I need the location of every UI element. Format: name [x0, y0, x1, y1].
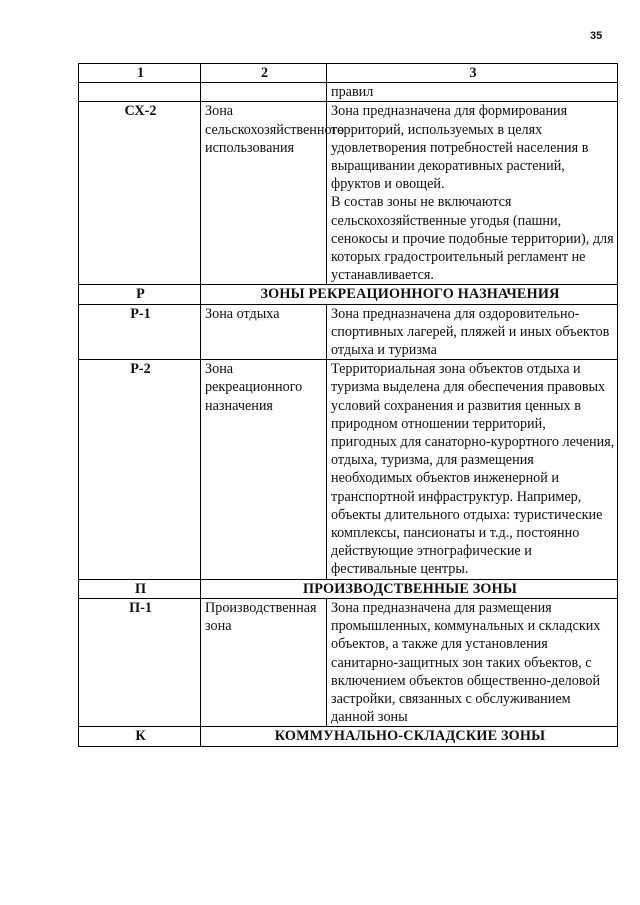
description-paragraph: Зона предназначена для оздоровительно-спортивных лагерей, пляжей и иных объектов отдыха и туризма [331, 305, 610, 359]
zone-name: Зона рекреационного назначения [201, 360, 327, 579]
section-row [79, 579, 618, 598]
table-row [79, 102, 618, 285]
table-header-row [79, 64, 618, 83]
description-paragraph: Зона предназначена для размещения промышленных, коммунальных и складских объектов, а также для установления санитарно-защитных зон таких объектов, с включением объектов общественно-деловой застройки, связанных с обслуживанием данной зоны [331, 599, 601, 726]
table-row [79, 83, 618, 102]
zone-description [327, 598, 618, 726]
section-title: ЗОНЫ РЕКРЕАЦИОННОГО НАЗНАЧЕНИЯ [201, 285, 618, 304]
section-title: ПРОИЗВОДСТВЕННЫЕ ЗОНЫ [201, 579, 618, 598]
header-cell-3: 3 [327, 64, 618, 83]
zone-description [327, 102, 618, 285]
zone-code: Р-1 [79, 304, 201, 360]
zone-code: П-1 [79, 598, 201, 726]
header-cell-1: 1 [79, 64, 201, 83]
zone-name: Зона отдыха [201, 304, 327, 360]
section-code: Р [79, 285, 201, 304]
section-title: КОММУНАЛЬНО-СКЛАДСКИЕ ЗОНЫ [201, 727, 618, 746]
zone-name: Производственная зона [201, 598, 327, 726]
header-cell-2: 2 [201, 64, 327, 83]
zone-description [327, 304, 618, 360]
zone-code: СХ-2 [79, 102, 201, 285]
section-code: К [79, 727, 201, 746]
zone-code: Р-2 [79, 360, 201, 579]
section-row [79, 285, 618, 304]
zone-code [79, 83, 201, 102]
description-paragraph: Зона предназначена для формирования территорий, используемых в целях удовлетворения потребностей населения в выращивании декоративных растений, фруктов и овощей. [331, 103, 589, 193]
section-row [79, 727, 618, 746]
table-row [79, 598, 618, 726]
zones-table [78, 63, 618, 747]
zones-table-body [79, 83, 618, 746]
section-code: П [79, 579, 201, 598]
table-row [79, 360, 618, 579]
table-row [79, 304, 618, 360]
description-paragraph: В состав зоны не включаются сельскохозяйственные угодья (пашни, сенокосы и прочие подобные территории), для которых градостроительный регламент не устанавливается. [331, 194, 614, 284]
description-paragraph: Территориальная зона объектов отдыха и туризма выделена для обеспечения правовых условий сохранения и развития ценных в природном отношении территорий, пригодных для санаторно-курортного лечения, отдыха, туризма, для размещения необходимых объектов инженерной и транспортной инфраструктур. Например, объекты длительного отдыха: туристические комплексы, пансионаты и т.д., постоянно действующие этнографические и фестивальные центры. [331, 361, 615, 578]
zone-description [327, 83, 618, 102]
zone-description [327, 360, 618, 579]
zone-name [201, 83, 327, 102]
description-paragraph: правил [331, 84, 374, 101]
zone-name: Зона сельскохозяйственного использования [201, 102, 327, 285]
page-number: 35 [590, 30, 603, 42]
